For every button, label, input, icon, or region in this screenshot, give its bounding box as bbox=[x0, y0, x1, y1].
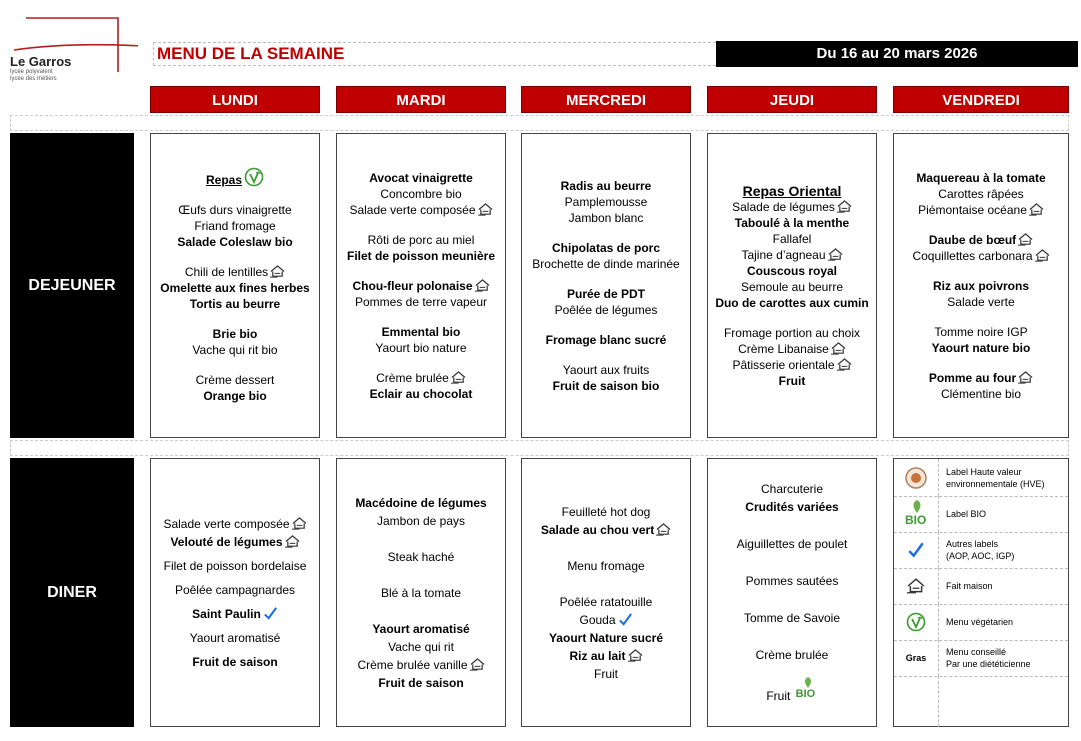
homemade-icon bbox=[628, 648, 643, 663]
homemade-icon bbox=[1018, 370, 1033, 385]
legend-text-bold-detail: Par une diététicienne bbox=[946, 659, 1031, 669]
menu-item: Couscous royal bbox=[746, 263, 838, 278]
menu-item: Carottes râpées bbox=[938, 186, 1024, 201]
legend bbox=[893, 458, 1069, 727]
legend-text-hve: Label Haute valeur environnementale (HVE) bbox=[946, 466, 1045, 489]
menu-item: Tajine d’agneau bbox=[741, 247, 842, 263]
homemade-icon bbox=[475, 278, 490, 293]
menu-item: Crème dessert bbox=[195, 373, 275, 387]
menu-item: Pommes de terre vapeur bbox=[354, 294, 488, 309]
spacer-row bbox=[10, 115, 1069, 131]
menu-item: Chili de lentilles bbox=[185, 264, 285, 280]
menu-item: Poêlée de légumes bbox=[554, 302, 658, 317]
homemade-icon bbox=[451, 370, 466, 385]
menu-item: Duo de carottes aux cumin bbox=[715, 295, 869, 310]
menu-item: Yaourt aux fruits bbox=[562, 362, 650, 377]
menu-item: Eclair au chocolat bbox=[369, 386, 473, 401]
menu-item: Chou-fleur polonaise bbox=[353, 278, 490, 294]
day-header-lundi: LUNDI bbox=[150, 86, 320, 113]
vegetarian-icon bbox=[244, 167, 264, 187]
menu-item: Fruit bbox=[594, 666, 618, 681]
menu-item: Brochette de dinde marinée bbox=[532, 256, 680, 271]
menu-item: Salade verte composée bbox=[163, 515, 306, 533]
meal-label-lunch: DEJEUNER bbox=[10, 133, 134, 438]
menu-item: Taboulé à la menthe bbox=[734, 215, 850, 230]
legend-row-hve bbox=[894, 459, 1068, 497]
menu-item: Purée de PDT bbox=[566, 286, 646, 301]
check-icon bbox=[618, 612, 633, 627]
menu-item: Macédoine de légumes bbox=[355, 495, 487, 510]
check-icon bbox=[263, 606, 278, 621]
homemade-icon bbox=[478, 202, 493, 217]
menu-item: Aiguillettes de poulet bbox=[736, 537, 848, 551]
menu-item: Menu fromage bbox=[567, 558, 645, 573]
vegetarian-icon bbox=[906, 612, 926, 632]
legend-text-bold: Menu conseillé bbox=[946, 647, 1007, 657]
lunch-vendredi bbox=[893, 133, 1069, 438]
homemade-icon bbox=[837, 357, 852, 372]
menu-item: Poêlée campagnardes bbox=[174, 582, 296, 597]
menu-item: Friand fromage bbox=[194, 219, 276, 233]
menu-item: Crème Libanaise bbox=[738, 341, 846, 357]
menu-item: Yaourt Nature sucré bbox=[548, 630, 664, 645]
logo bbox=[8, 14, 138, 94]
menu-item: Crudités variées bbox=[745, 500, 839, 514]
hve-icon bbox=[894, 459, 939, 496]
menu-item: Repas Oriental bbox=[742, 182, 842, 199]
homemade-icon bbox=[656, 522, 671, 537]
spacer-row bbox=[10, 440, 1069, 456]
legend-text-vegetarian: Menu végétarien bbox=[946, 617, 1014, 627]
menu-item: Feuilleté hot dog bbox=[561, 504, 651, 519]
homemade-icon bbox=[285, 534, 300, 549]
menu-item: Filet de poisson meunière bbox=[346, 248, 496, 263]
menu-item: Fruit de saison bio bbox=[552, 378, 660, 393]
homemade-icon bbox=[1035, 248, 1050, 263]
menu-item: Semoule au beurre bbox=[740, 279, 844, 294]
dinner-jeudi bbox=[707, 458, 877, 727]
menu-item: Steak haché bbox=[387, 549, 455, 564]
menu-item: Jambon de pays bbox=[376, 513, 466, 528]
menu-item: Velouté de légumes bbox=[170, 533, 299, 551]
menu-item: Fruit de saison bbox=[192, 654, 278, 669]
legend-row-empty bbox=[894, 676, 1068, 727]
menu-item: Maquereau à la tomate bbox=[916, 170, 1046, 185]
homemade-icon bbox=[270, 264, 285, 279]
legend-text-other-detail: (AOP, AOC, IGP) bbox=[946, 551, 1015, 561]
menu-item: Charcuterie bbox=[760, 482, 824, 496]
menu-item: Crème brulée bbox=[376, 370, 466, 386]
menu-item: Yaourt aromatisé bbox=[189, 630, 281, 645]
menu-item: Riz aux poivrons bbox=[932, 278, 1030, 293]
legend-row-bio bbox=[894, 496, 1068, 533]
legend-text-homemade: Fait maison bbox=[946, 581, 993, 591]
menu-item: Filet de poisson bordelaise bbox=[163, 558, 307, 573]
menu-item: Emmental bio bbox=[381, 324, 461, 339]
menu-item: Salade Coleslaw bio bbox=[177, 235, 293, 249]
menu-item: Gouda bbox=[579, 611, 632, 629]
menu-item: Yaourt bio nature bbox=[375, 340, 467, 355]
menu-item: Orange bio bbox=[203, 389, 267, 403]
lunch-lundi bbox=[150, 133, 320, 438]
menu-item: Œufs durs vinaigrette bbox=[178, 203, 292, 217]
menu-item: Salade verte composée bbox=[349, 202, 492, 218]
day-header-mardi: MARDI bbox=[336, 86, 506, 113]
logo-name: Le Garros bbox=[10, 54, 72, 69]
legend-row-vegetarian bbox=[894, 604, 1068, 641]
menu-item: Saint Paulin bbox=[192, 605, 278, 623]
week-date: Du 16 au 20 mars 2026 bbox=[716, 41, 1078, 67]
legend-row-homemade bbox=[894, 568, 1068, 605]
menu-item: Jambon blanc bbox=[568, 210, 644, 225]
menu-item: Pâtisserie orientale bbox=[732, 357, 851, 373]
menu-item: Clémentine bio bbox=[940, 386, 1022, 401]
menu-item: Salade au chou vert bbox=[541, 521, 671, 539]
menu-item: Tomme de Savoie bbox=[743, 611, 841, 625]
meal-label-dinner: DINER bbox=[10, 458, 134, 727]
homemade-icon bbox=[292, 516, 307, 531]
menu-item: Piémontaise océane bbox=[918, 202, 1044, 218]
menu-item: Crème brulée bbox=[755, 648, 829, 662]
menu-item: Concombre bio bbox=[380, 186, 462, 201]
homemade-icon bbox=[837, 199, 852, 214]
logo-sub1: lycée polyvalent bbox=[10, 69, 53, 75]
day-header-mercredi: MERCREDI bbox=[521, 86, 691, 113]
homemade-icon bbox=[831, 341, 846, 356]
menu-item: Blé à la tomate bbox=[380, 585, 462, 600]
menu-item: Salade de légumes bbox=[732, 199, 852, 215]
menu-item: Fruit BIO bbox=[766, 676, 817, 705]
menu-item: Yaourt aromatisé bbox=[372, 621, 470, 636]
menu-item: Vache qui rit bbox=[388, 639, 454, 654]
menu-item: Riz au lait bbox=[569, 647, 642, 665]
dinner-lundi bbox=[150, 458, 320, 727]
menu-item: Daube de bœuf bbox=[929, 232, 1033, 248]
menu-item: Brie bio bbox=[212, 327, 258, 341]
menu-item: Pamplemousse bbox=[564, 194, 648, 209]
menu-item: Salade verte bbox=[947, 294, 1015, 309]
homemade-icon bbox=[470, 657, 485, 672]
day-header-vendredi: VENDREDI bbox=[893, 86, 1069, 113]
homemade-icon bbox=[828, 247, 843, 262]
bio-label-icon: BIO bbox=[894, 496, 939, 532]
bold-sample: Gras bbox=[894, 640, 939, 676]
menu-item: Chipolatas de porc bbox=[551, 240, 661, 255]
legend-row-bold bbox=[894, 640, 1068, 677]
check-icon bbox=[907, 541, 925, 559]
menu-item: Repas bbox=[206, 167, 264, 188]
lunch-mercredi bbox=[521, 133, 691, 438]
lunch-jeudi bbox=[707, 133, 877, 438]
homemade-icon bbox=[907, 577, 925, 595]
legend-text-other: Autres labels bbox=[946, 539, 999, 549]
lunch-mardi bbox=[336, 133, 506, 438]
dinner-mercredi bbox=[521, 458, 691, 727]
menu-item: Pommes sautées bbox=[745, 574, 839, 588]
menu-item: Omelette aux fines herbes bbox=[160, 281, 310, 295]
homemade-icon bbox=[1029, 202, 1044, 217]
menu-item: Fromage portion au choix bbox=[723, 325, 861, 340]
legend-row-other bbox=[894, 532, 1068, 569]
menu-item: Fruit bbox=[778, 373, 806, 388]
logo-sub2: lycée des métiers bbox=[10, 76, 57, 82]
menu-item: Tomme noire IGP bbox=[934, 324, 1028, 339]
day-header-jeudi: JEUDI bbox=[707, 86, 877, 113]
menu-item: Yaourt nature bio bbox=[931, 340, 1031, 355]
menu-item: Rôti de porc au miel bbox=[367, 232, 475, 247]
menu-item: Poêlée ratatouille bbox=[559, 594, 653, 609]
menu-item: Coquillettes carbonara bbox=[912, 248, 1049, 264]
bio-logo-icon: BIO bbox=[796, 676, 818, 704]
menu-item: Fruit de saison bbox=[378, 675, 464, 690]
menu-item: Radis au beurre bbox=[560, 178, 652, 193]
legend-text-bio: Label BIO bbox=[946, 509, 987, 519]
menu-item: Fromage blanc sucré bbox=[545, 332, 667, 347]
homemade-icon bbox=[1018, 232, 1033, 247]
dinner-mardi bbox=[336, 458, 506, 727]
menu-item: Avocat vinaigrette bbox=[369, 170, 473, 185]
page-title: MENU DE LA SEMAINE bbox=[153, 42, 716, 66]
menu-item: Vache qui rit bio bbox=[192, 343, 278, 357]
menu-item: Crème brulée vanille bbox=[357, 656, 484, 674]
menu-item: Pomme au four bbox=[929, 370, 1033, 386]
menu-item: Fallafel bbox=[772, 231, 812, 246]
menu-item: Tortis au beurre bbox=[189, 297, 281, 311]
